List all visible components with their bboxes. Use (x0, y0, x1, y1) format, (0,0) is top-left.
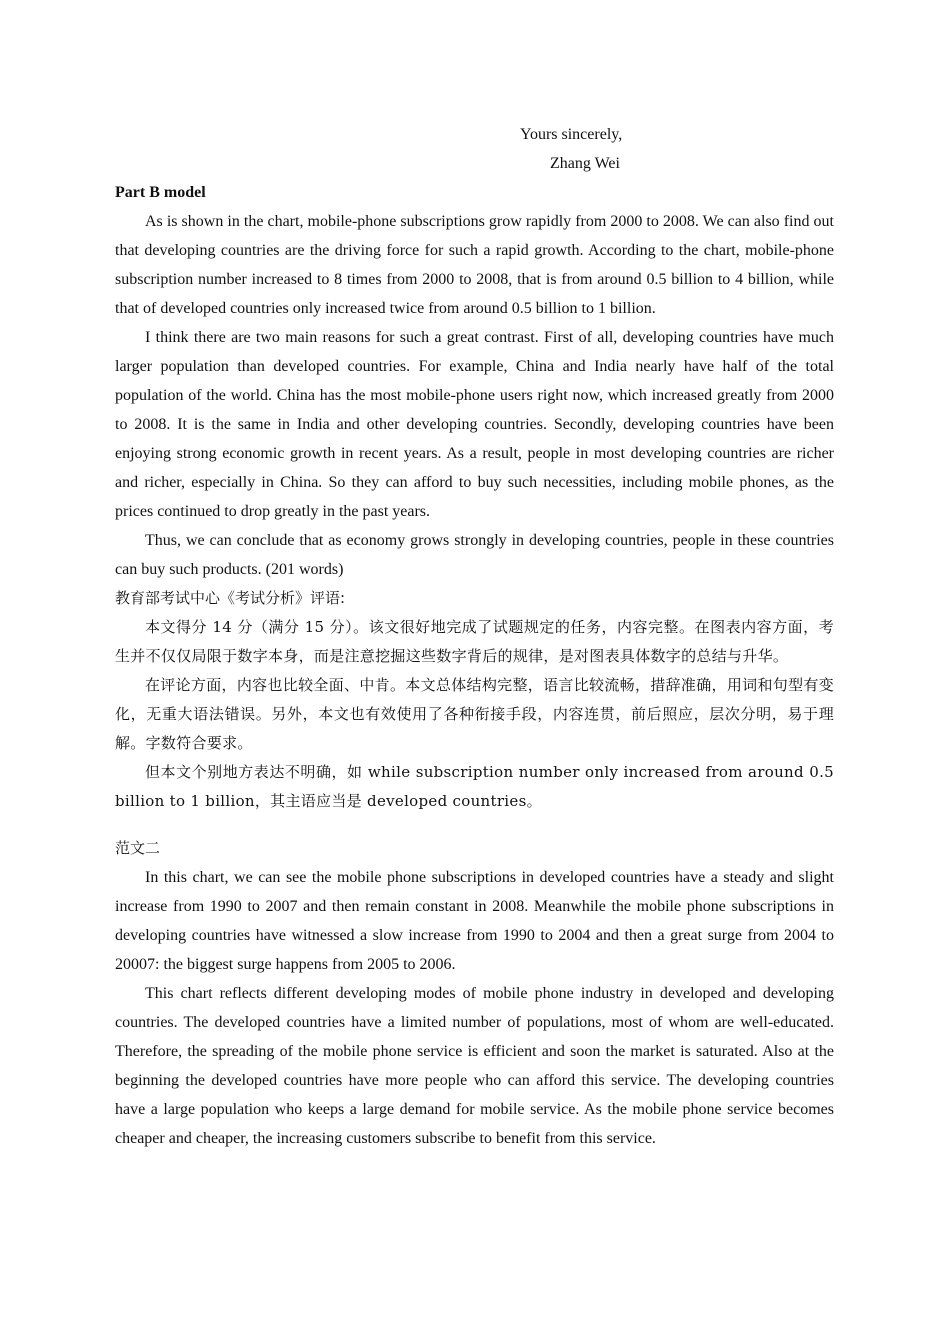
sample-two-heading: 范文二 (115, 839, 161, 857)
document-body (115, 178, 834, 1153)
sample-two-section (115, 834, 834, 1153)
review-heading: 教育部考试中心《考试分析》评语: (115, 589, 346, 607)
part-b-section (115, 178, 834, 584)
part-b-heading: Part B model (115, 184, 206, 201)
review-section (115, 584, 834, 816)
section-spacer (115, 816, 834, 834)
part-b-paragraph-3: Thus, we can conclude that as economy grows strongly in developing countries, people in these countries can buy such products. (201 words) (115, 532, 834, 578)
letter-signature-name: Zhang Wei (550, 155, 620, 172)
sample-two-paragraph-2: This chart reflects different developing modes of mobile phone industry in developed and developing countries. The developed countries have a limited number of populations, most of whom are well-educated. Therefore, the spreading of the mobile phone service is efficient and soon the market is saturated. Also at the beginning the developed countries have more people who can afford this service. The developing countries have a large population who keeps a large demand for mobile service. As the mobile phone service becomes cheaper and cheaper, the increasing customers subscribe to benefit from this service. (115, 985, 834, 1147)
review-paragraph-1: 本文得分 14 分（满分 15 分）。该文很好地完成了试题规定的任务，内容完整。在图表内容方面，考生并不仅仅局限于数字本身，而是注意挖掘这些数字背后的规律，是对图表具体数字的总结与升华。 (115, 618, 834, 665)
sample-two-paragraph-1: In this chart, we can see the mobile phone subscriptions in developed countries have a steady and slight increase from 1990 to 2007 and then remain constant in 2008. Meanwhile the mobile phone subscriptions in developing countries have witnessed a slow increase from 1990 to 2004 and then a great surge from 2004 to 20007: the biggest surge happens from 2005 to 2006. (115, 869, 834, 973)
review-paragraph-2: 在评论方面，内容也比较全面、中肯。本文总体结构完整，语言比较流畅，措辞准确，用词和句型有变化，无重大语法错误。另外，本文也有效使用了各种衔接手段，内容连贯，前后照应，层次分明，易于理解。字数符合要求。 (115, 676, 834, 752)
letter-closing-salutation: Yours sincerely, (520, 126, 623, 143)
review-paragraph-3: 但本文个别地方表达不明确，如 while subscription number only increased from around 0.5 billion to 1 billion，其主语应当是 developed countries。 (115, 763, 834, 810)
part-b-paragraph-2: I think there are two main reasons for such a great contrast. First of all, developing countries have much larger population than developed countries. For example, China and India nearly have half of the total population of the world. China has the most mobile-phone users right now, which increased greatly from 2000 to 2008. It is the same in India and other developing countries. Secondly, developing countries have been enjoying strong economic growth in recent years. As a result, people in most developing countries are richer and richer, especially in China. So they can afford to buy such necessities, including mobile phones, as the prices continued to drop greatly in the past years. (115, 329, 834, 520)
part-b-paragraph-1: As is shown in the chart, mobile-phone subscriptions grow rapidly from 2000 to 2008. We can also find out that developing countries are the driving force for such a rapid growth. According to the chart, mobile-phone subscription number increased to 8 times from 2000 to 2008, that is from around 0.5 billion to 4 billion, while that of developed countries only increased twice from around 0.5 billion to 1 billion. (115, 213, 834, 317)
